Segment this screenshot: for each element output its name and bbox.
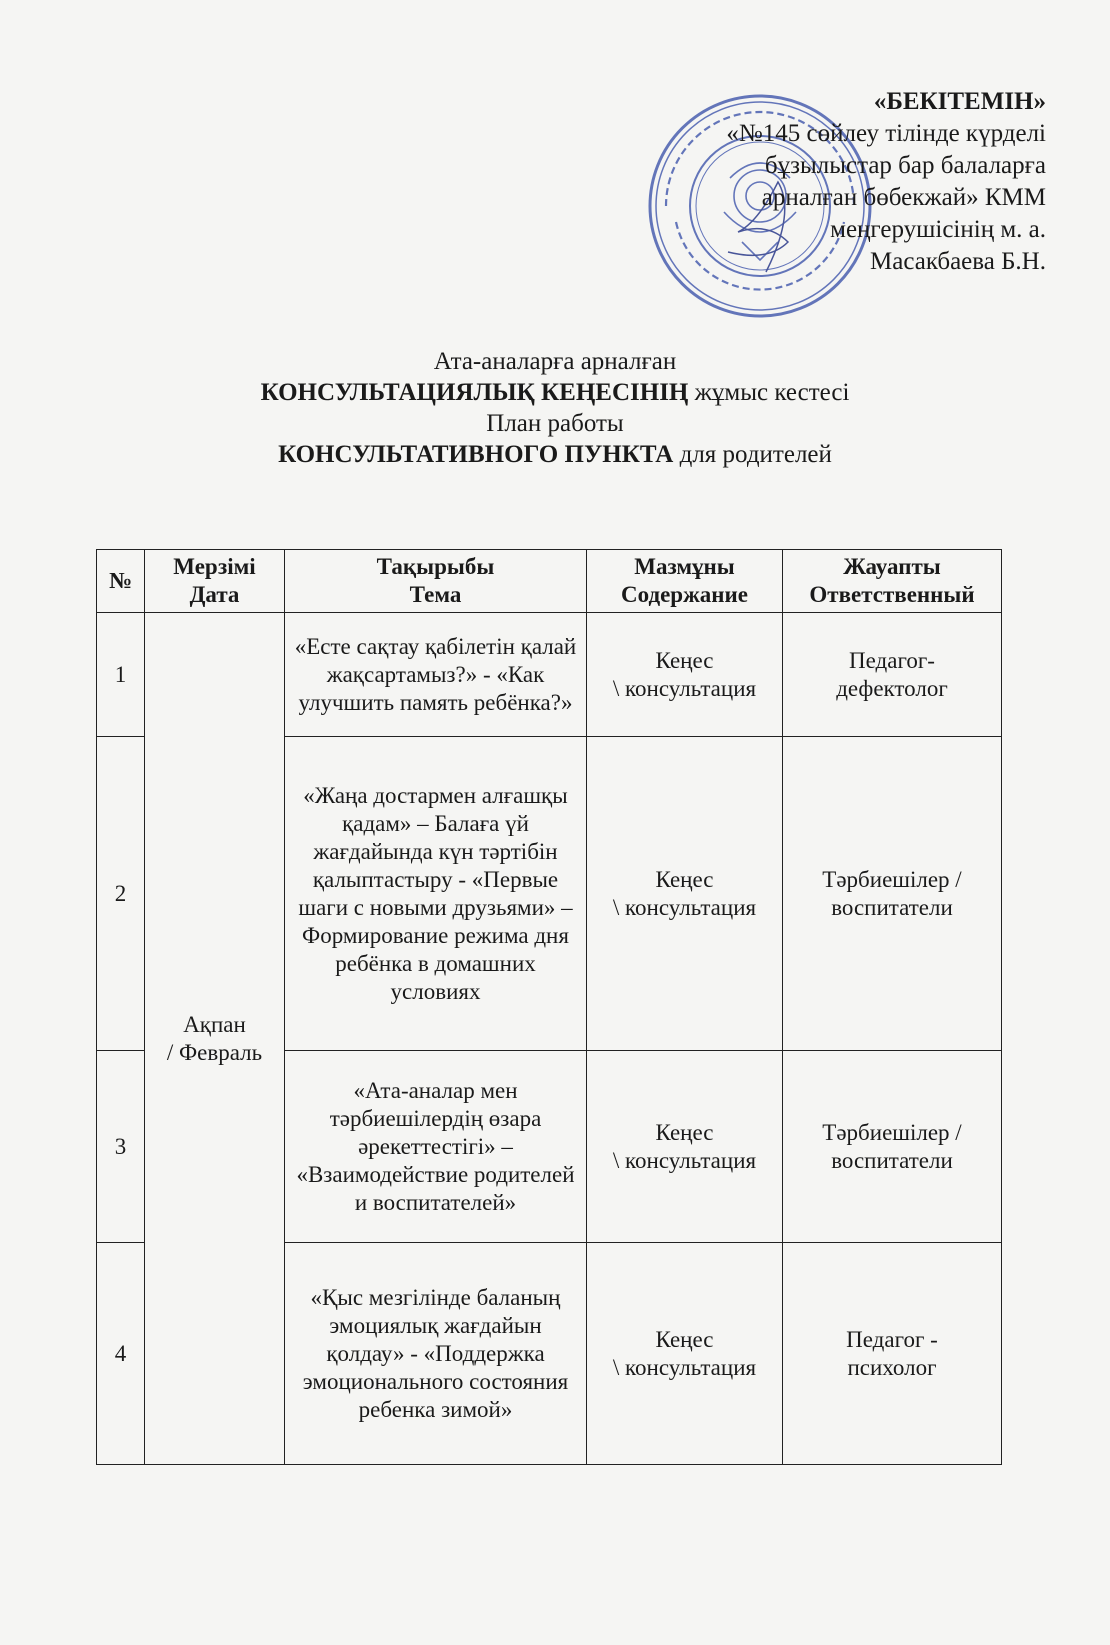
approval-line: меңгерушісінің м. а. — [830, 216, 1046, 243]
row-responsible — [783, 613, 1002, 737]
header-topic-kz: Тақырыбы — [376, 554, 495, 579]
row-number: 3 — [97, 1051, 145, 1243]
row-content — [587, 1051, 783, 1243]
header-responsible-ru: Ответственный — [809, 582, 975, 607]
responsible-ru: воспитатели — [831, 894, 953, 920]
heading-line-1: Ата-аналарға арналған — [433, 348, 677, 375]
responsible-kz: Педагог - — [846, 1326, 938, 1352]
header-topic — [285, 550, 587, 613]
row-responsible — [783, 1243, 1002, 1465]
content-kz: Кеңес — [655, 866, 714, 892]
header-number-label: № — [108, 568, 133, 593]
document-heading — [0, 346, 1110, 470]
heading-ru-rest: для родителей — [673, 441, 832, 468]
approval-line: «№145 сөйлеу тілінде күрделі — [726, 120, 1046, 147]
header-responsible-kz: Жауапты — [843, 554, 941, 579]
heading-line-2 — [0, 377, 1110, 408]
row-number: 2 — [97, 737, 145, 1051]
date-kz: Ақпан — [183, 1011, 246, 1037]
row-topic: «Есте сақтау қабілетін қалай жақсартамыз?» - «Как улучшить память ребёнка?» — [285, 613, 587, 737]
responsible-kz: Тәрбиешілер / — [822, 1119, 962, 1145]
date-cell — [145, 613, 285, 1465]
header-responsible — [783, 550, 1002, 613]
row-content — [587, 613, 783, 737]
content-ru: \ консультация — [612, 1354, 757, 1380]
row-content — [587, 1243, 783, 1465]
date-ru: / Февраль — [166, 1039, 263, 1065]
header-content-ru: Содержание — [621, 582, 748, 607]
row-responsible — [783, 1051, 1002, 1243]
responsible-ru: психолог — [847, 1354, 937, 1380]
header-content-kz: Мазмұны — [634, 554, 735, 579]
responsible-ru: воспитатели — [831, 1147, 953, 1173]
content-ru: \ консультация — [612, 894, 757, 920]
row-content — [587, 737, 783, 1051]
approval-block — [686, 86, 1046, 278]
responsible-kz: Тәрбиешілер / — [822, 866, 962, 892]
approval-title: «БЕКІТЕМІН» — [873, 88, 1046, 115]
header-content — [587, 550, 783, 613]
heading-line-4 — [0, 439, 1110, 470]
row-topic: «Ата-аналар мен тәрбиешілердің өзара әрекеттестігі» – «Взаимодействие родителей и воспитателей» — [285, 1051, 587, 1243]
heading-ru-bold: КОНСУЛЬТАТИВНОГО ПУНКТА — [278, 441, 674, 468]
table-row — [97, 613, 1002, 737]
heading-kz-bold: КОНСУЛЬТАЦИЯЛЫҚ КЕҢЕСІНІҢ — [260, 379, 689, 406]
content-kz: Кеңес — [655, 1119, 714, 1145]
approval-signatory: Масакбаева Б.Н. — [870, 248, 1046, 275]
row-number: 4 — [97, 1243, 145, 1465]
row-topic: «Қыс мезгілінде баланың эмоциялық жағдайын қолдау» - «Поддержка эмоционального состояния ребенка зимой» — [285, 1243, 587, 1465]
consultation-plan-table — [96, 549, 1002, 1465]
approval-line: арналған бөбекжай» КММ — [761, 184, 1046, 211]
header-topic-ru: Тема — [409, 582, 462, 607]
approval-line: бұзылыстар бар балаларға — [764, 152, 1046, 179]
header-date-ru: Дата — [189, 582, 240, 607]
content-kz: Кеңес — [655, 1326, 714, 1352]
responsible-ru: дефектолог — [836, 675, 948, 701]
row-responsible — [783, 737, 1002, 1051]
content-ru: \ консультация — [612, 675, 757, 701]
table-header-row — [97, 550, 1002, 613]
header-date — [145, 550, 285, 613]
heading-line-3: План работы — [486, 410, 624, 437]
content-kz: Кеңес — [655, 647, 714, 673]
content-ru: \ консультация — [612, 1147, 757, 1173]
responsible-kz: Педагог- — [849, 647, 935, 673]
header-date-kz: Мерзімі — [173, 554, 256, 579]
heading-kz-rest: жұмыс кестесі — [688, 379, 850, 406]
header-number — [97, 550, 145, 613]
row-topic: «Жаңа достармен алғашқы қадам» – Балаға үй жағдайында күн тәртібін қалыптастыру - «Первые шаги с новыми друзьями» – Формирование режима дня ребёнка в домашних условиях — [285, 737, 587, 1051]
row-number: 1 — [97, 613, 145, 737]
